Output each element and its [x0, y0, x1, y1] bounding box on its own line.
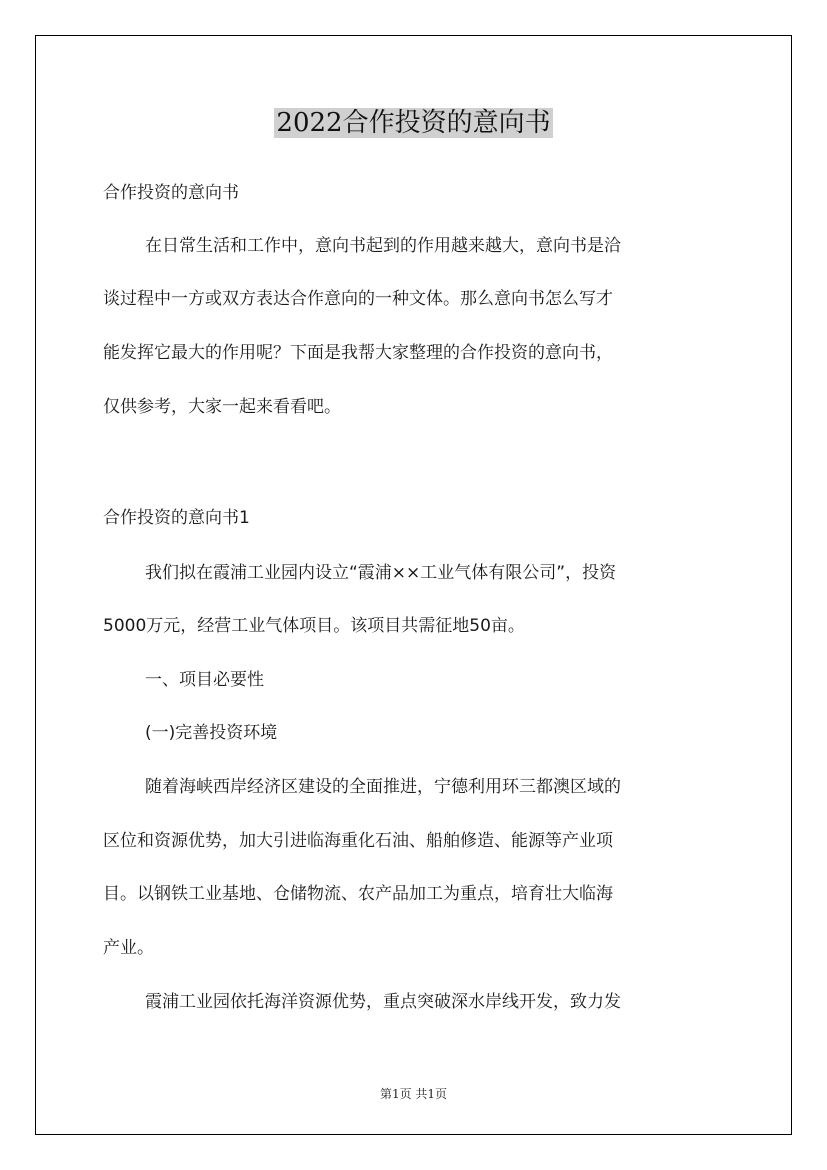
intro-line: 在日常生活和工作中，意向书起到的作用越来越大，意向书是洽 [145, 236, 621, 256]
para2-line: 目。以钢铁工业基地、仓储物流、农产品加工为重点，培育壮大临海 [103, 884, 613, 904]
para1-line: 我们拟在霞浦工业园内设立“霞浦××工业气体有限公司”，投资 [145, 563, 617, 583]
subsection-heading: (一)完善投资环境 [145, 723, 278, 743]
intro-line: 能发挥它最大的作用呢？下面是我帮大家整理的合作投资的意向书， [103, 343, 613, 363]
heading-intro: 合作投资的意向书 [103, 183, 239, 203]
page-number: 第1页 共1页 [379, 1087, 448, 1101]
para2-line: 产业。 [103, 938, 154, 958]
para1-line: 5000万元，经营工业气体项目。该项目共需征地50亩。 [103, 616, 525, 636]
section-heading: 一、项目必要性 [145, 670, 264, 690]
para2-line: 随着海峡西岸经济区建设的全面推进，宁德利用环三都澳区域的 [145, 777, 621, 797]
para3-line: 霞浦工业园依托海洋资源优势，重点突破深水岸线开发，致力发 [145, 992, 621, 1012]
para2-line: 区位和资源优势，加大引进临海重化石油、船舶修造、能源等产业项 [103, 831, 613, 851]
heading-1: 合作投资的意向书1 [103, 508, 250, 528]
intro-line: 谈过程中一方或双方表达合作意向的一种文体。那么意向书怎么写才 [103, 289, 613, 309]
intro-line: 仅供参考，大家一起来看看吧。 [103, 397, 341, 417]
document-title: 2022合作投资的意向书 [276, 108, 551, 138]
